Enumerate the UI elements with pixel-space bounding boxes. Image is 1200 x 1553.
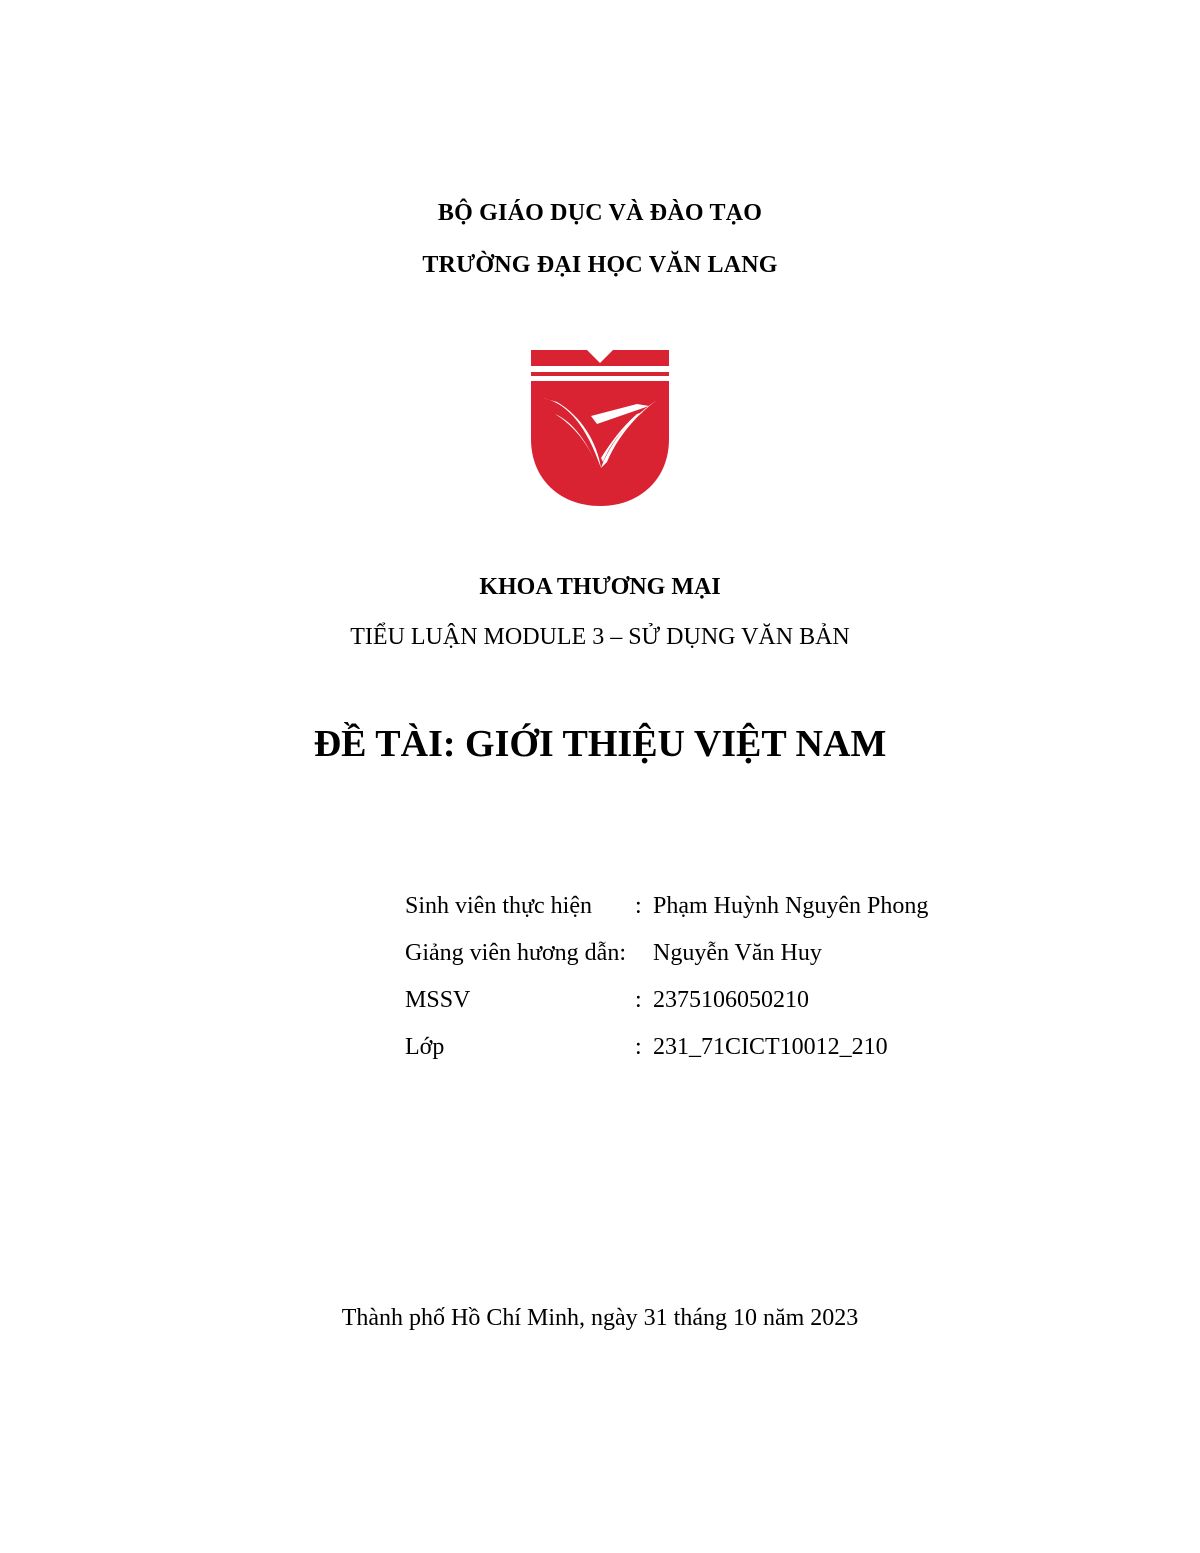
- student-id-separator: :: [635, 987, 642, 1013]
- class-separator: :: [635, 1034, 642, 1060]
- van-lang-university-shield-icon: [531, 350, 669, 508]
- university-heading: TRƯỜNG ĐẠI HỌC VĂN LANG: [422, 252, 778, 278]
- instructor-name: Nguyễn Văn Huy: [653, 940, 822, 966]
- student-label: Sinh viên thực hiện: [405, 893, 592, 919]
- instructor-label: Giảng viên hương dẫn:: [405, 940, 626, 966]
- essay-title: TIỂU LUẬN MODULE 3 – SỬ DỤNG VĂN BẢN: [350, 624, 850, 650]
- topic-title: ĐỀ TÀI: GIỚI THIỆU VIỆT NAM: [313, 723, 887, 765]
- student-separator: :: [635, 893, 642, 919]
- faculty-heading: KHOA THƯƠNG MẠI: [479, 574, 721, 600]
- student-name: Phạm Huỳnh Nguyên Phong: [653, 893, 929, 919]
- student-id-label: MSSV: [405, 987, 471, 1013]
- date-line: Thành phố Hồ Chí Minh, ngày 31 tháng 10 năm 2023: [341, 1305, 859, 1331]
- class-label: Lớp: [405, 1034, 445, 1060]
- student-id-value: 2375106050210: [653, 987, 809, 1013]
- ministry-heading: BỘ GIÁO DỤC VÀ ĐÀO TẠO: [437, 200, 763, 226]
- class-value: 231_71CICT10012_210: [653, 1034, 888, 1060]
